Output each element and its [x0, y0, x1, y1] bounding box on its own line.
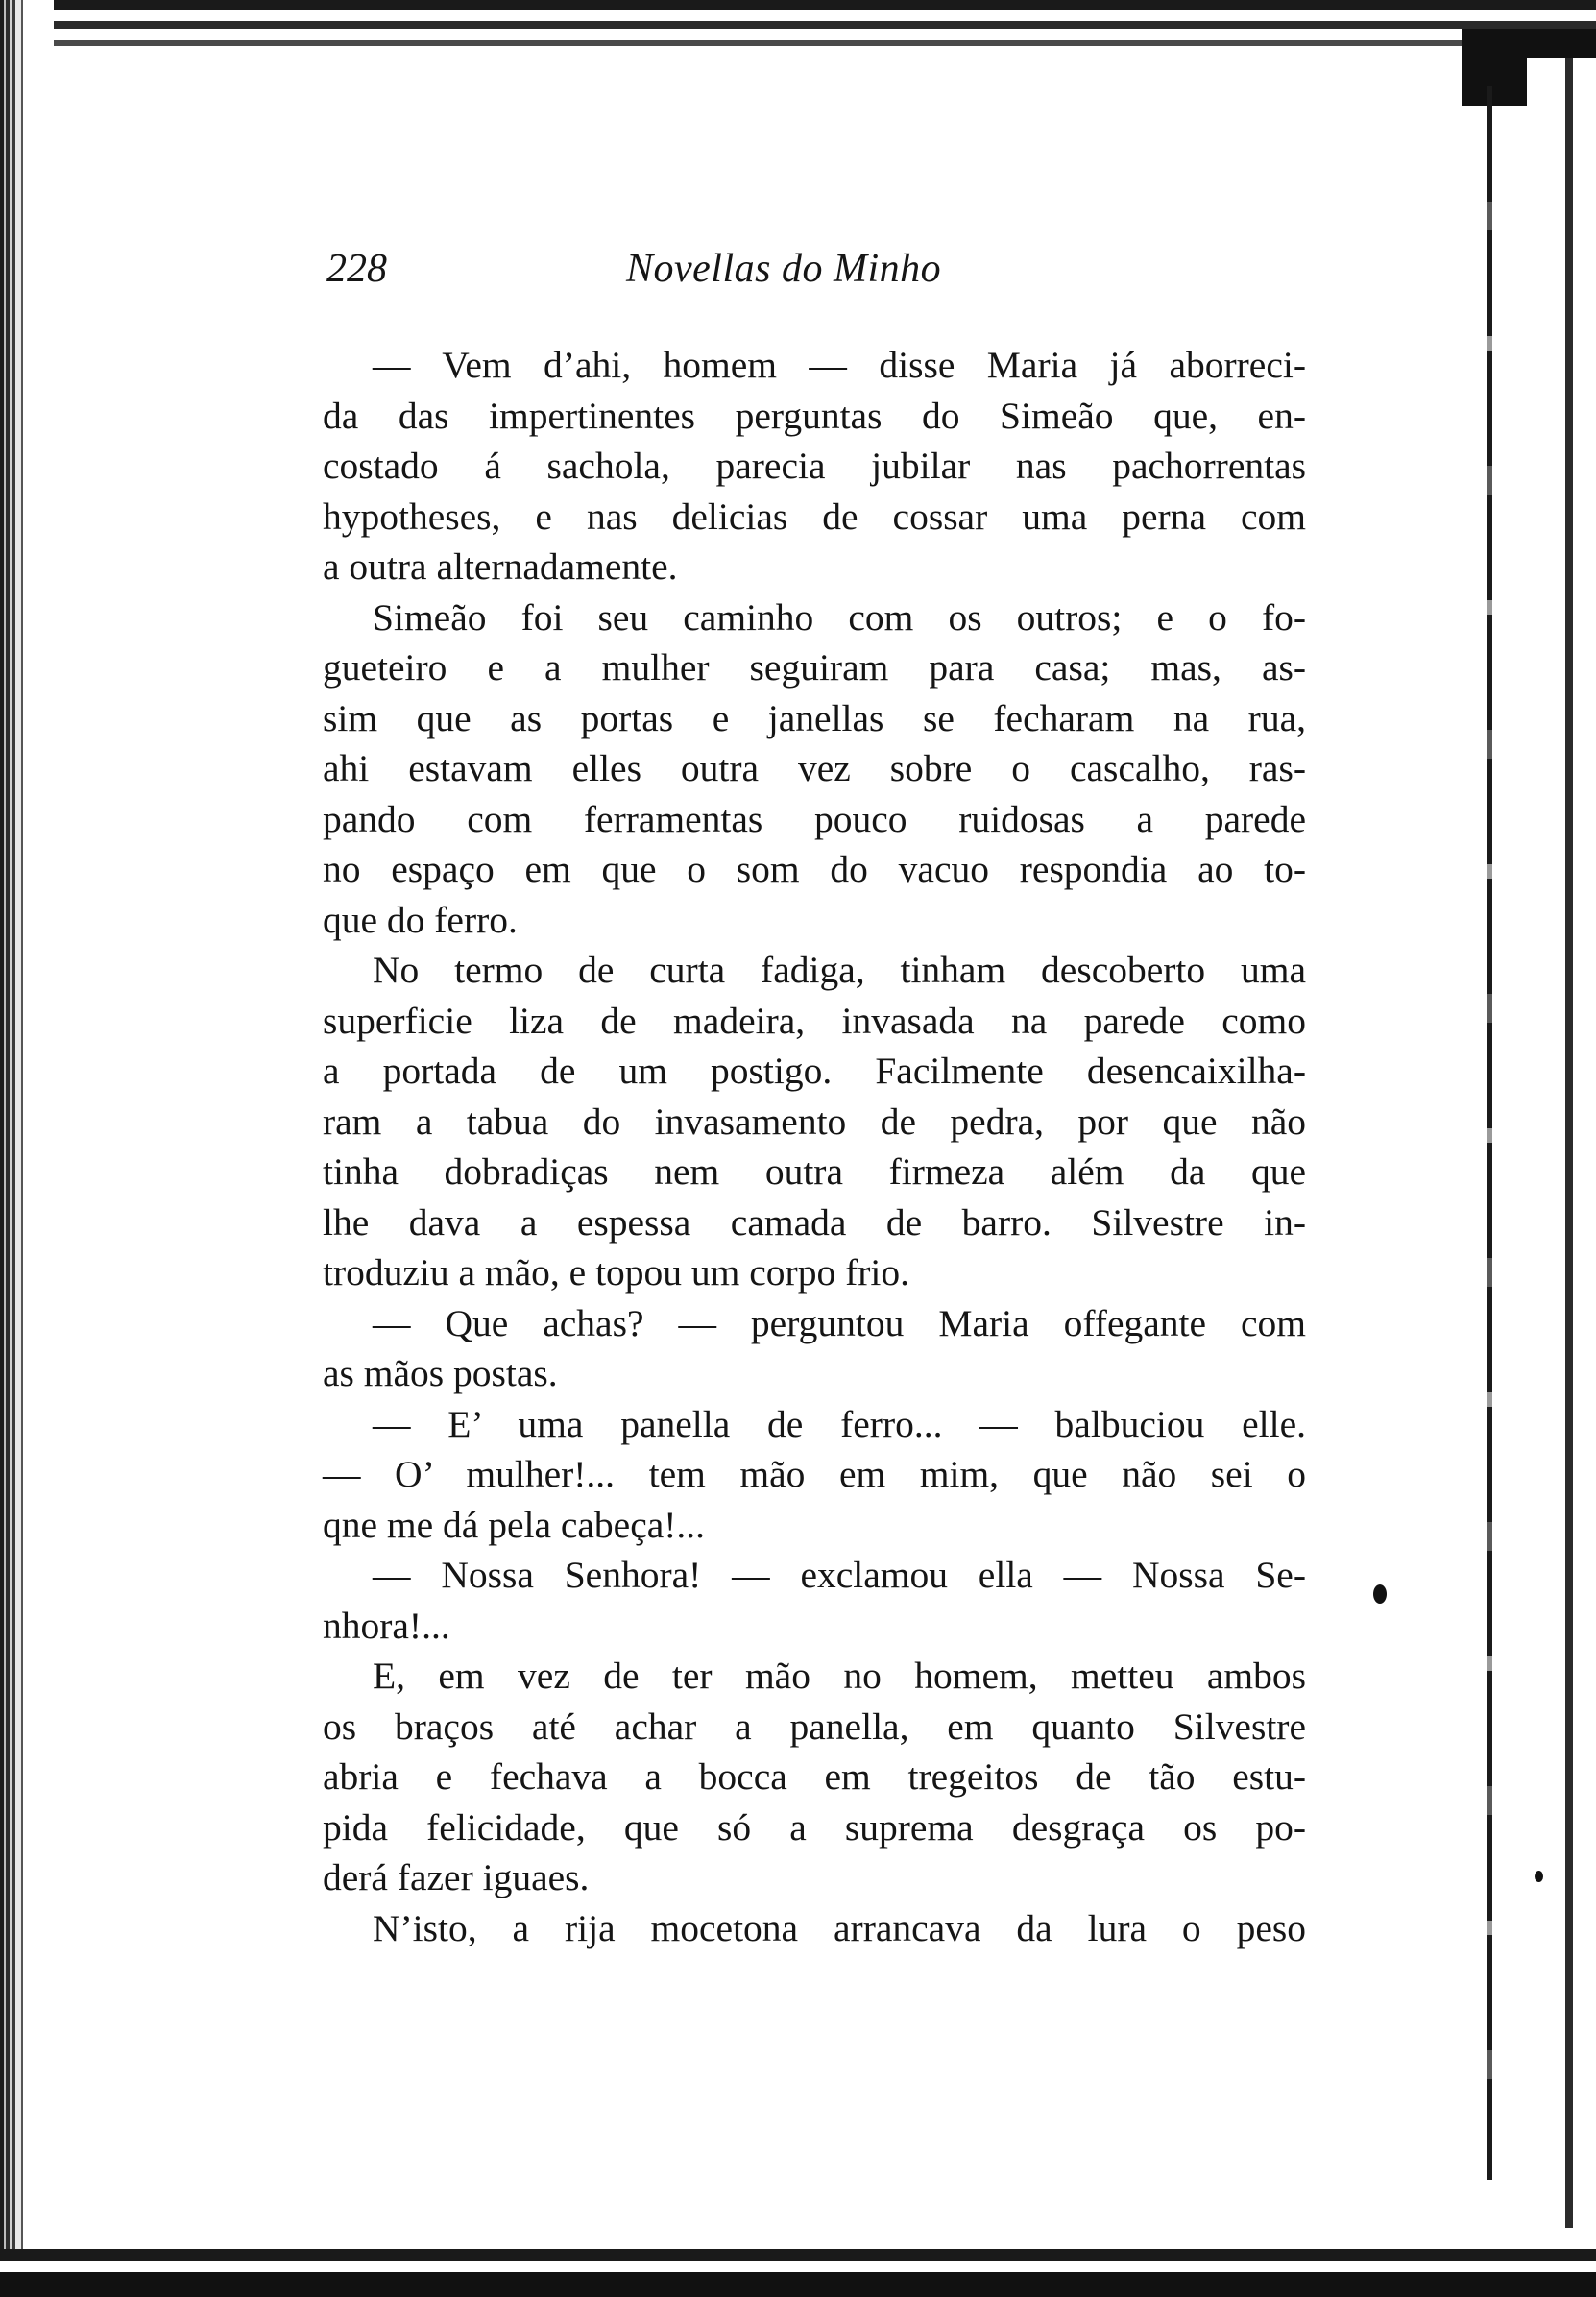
- text-line: — Nossa Senhora! — exclamou ella — Nossa Se-: [373, 1554, 1306, 1596]
- scan-right-page-edge: [1487, 86, 1492, 2180]
- text-line: No termo de curta fadiga, tinham descoberto uma: [373, 949, 1306, 991]
- body-text: [323, 340, 1306, 1953]
- ink-spot: [1535, 1871, 1543, 1882]
- scan-top-edge: [0, 0, 1596, 60]
- page-number: 228: [326, 247, 387, 291]
- text-line: — O’ mulher!... tem mão em mim, que não sei o: [323, 1453, 1306, 1495]
- text-line: hypotheses, e nas delicias de cossar uma perna com: [323, 495, 1306, 538]
- text-line: as mãos postas.: [323, 1352, 558, 1394]
- text-line: lhe dava a espessa camada de barro. Silvestre in-: [323, 1200, 1306, 1244]
- text-line: derá fazer iguaes.: [323, 1856, 590, 1898]
- text-line: — Que achas? — perguntou Maria offegante com: [373, 1301, 1306, 1344]
- text-line: gueteiro e a mulher seguiram para casa; mas, as-: [323, 646, 1306, 689]
- text-line: N’isto, a rija mocetona arrancava da lura o peso: [373, 1906, 1306, 1949]
- text-line: nhora!...: [323, 1604, 450, 1647]
- text-line: sim que as portas e janellas se fecharam na rua,: [323, 696, 1306, 739]
- text-line: superficie liza de madeira, invasada na parede como: [323, 999, 1306, 1042]
- text-line: os braços até achar a panella, em quanto Silvestre: [323, 1705, 1306, 1748]
- scan-binding-edge: [0, 0, 54, 2297]
- text-line: abria e fechava a bocca em tregeitos de tão estu-: [323, 1755, 1306, 1798]
- scan-bottom-edge: [0, 2228, 1596, 2297]
- text-line: que do ferro.: [323, 898, 518, 941]
- text-line: da das impertinentes perguntas do Simeão que, en-: [323, 394, 1306, 437]
- text-line: pando com ferramentas pouco ruidosas a parede: [323, 797, 1306, 840]
- text-line: a portada de um postigo. Facilmente desencaixilha-: [323, 1050, 1306, 1092]
- running-title: Novellas do Minho: [626, 247, 942, 291]
- text-line: qne me dá pela cabeça!...: [323, 1503, 706, 1546]
- text-line: troduziu a mão, e topou um corpo frio.: [323, 1251, 909, 1294]
- text-line: pida felicidade, que só a suprema desgraça os po-: [323, 1805, 1306, 1849]
- text-line: — Vem d’ahi, homem — disse Maria já aborreci-: [373, 344, 1306, 386]
- text-line: Simeão foi seu caminho com os outros; e o fo-: [373, 595, 1306, 639]
- text-line: tinha dobradiças nem outra firmeza além da que: [323, 1150, 1306, 1193]
- scan-right-margin: [1527, 58, 1596, 2228]
- text-line: a outra alternadamente.: [323, 545, 678, 588]
- text-line: ram a tabua do invasamento de pedra, por que não: [323, 1100, 1306, 1143]
- text-line: no espaço em que o som do vacuo respondia ao to-: [323, 848, 1306, 890]
- text-line: — E’ uma panella de ferro... — balbuciou elle.: [373, 1402, 1306, 1445]
- text-line: costado á sachola, parecia jubilar nas pachorrentas: [323, 445, 1306, 487]
- page-header: [326, 246, 1306, 303]
- text-line: E, em vez de ter mão no homem, metteu ambos: [373, 1655, 1306, 1697]
- text-line: ahi estavam elles outra vez sobre o cascalho, ras-: [323, 747, 1306, 789]
- ink-spot: [1373, 1584, 1387, 1604]
